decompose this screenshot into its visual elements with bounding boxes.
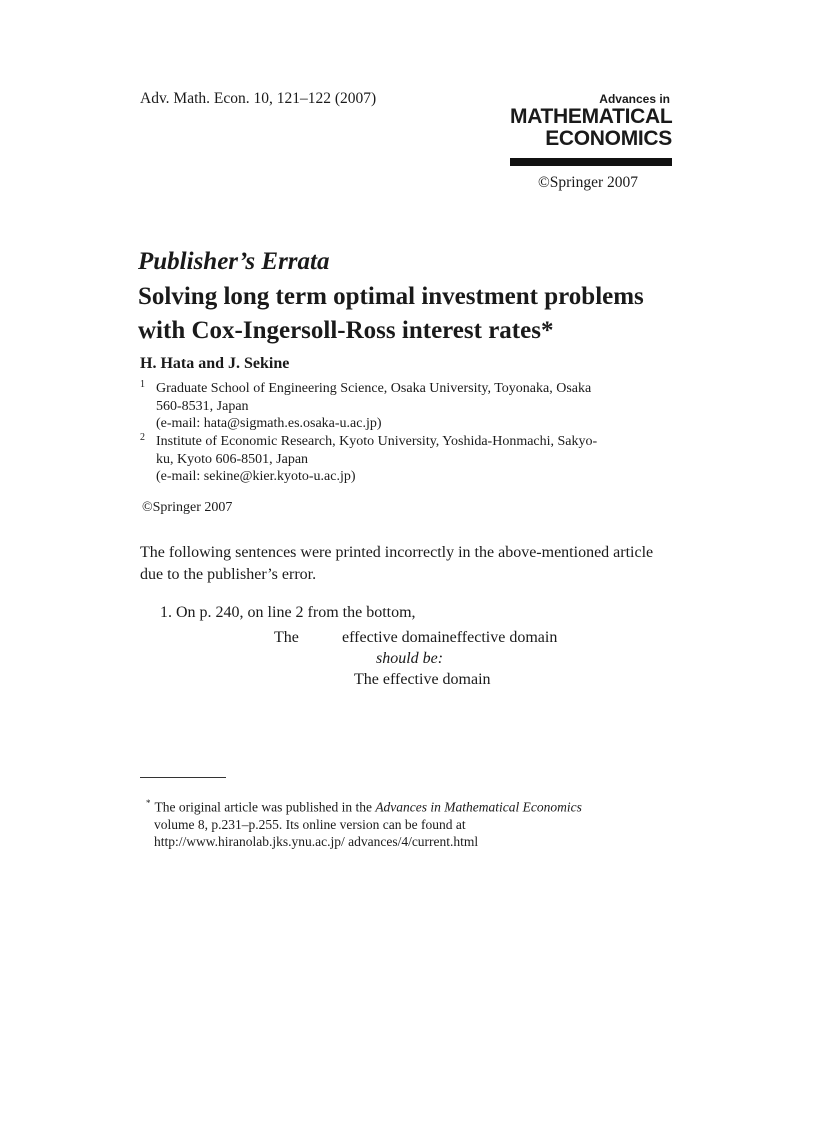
affiliation-email: (e-mail: hata@sigmath.es.osaka-u.ac.jp) bbox=[156, 416, 382, 431]
errata-item-1: 1. On p. 240, on line 2 from the bottom, bbox=[160, 604, 416, 621]
section-heading: Publisher’s Errata bbox=[138, 248, 330, 275]
footnote-text: The original article was published in the bbox=[154, 799, 376, 815]
affiliation-line: 560-8531, Japan bbox=[156, 398, 249, 414]
journal-logo-line1: MATHEMATICAL bbox=[510, 105, 673, 128]
affiliation-line: ku, Kyoto 606-8501, Japan bbox=[156, 451, 309, 467]
journal-citation: Adv. Math. Econ. 10, 121–122 (2007) bbox=[140, 90, 377, 107]
journal-copyright: ©Springer 2007 bbox=[538, 174, 639, 191]
paper-title-line2: with Cox-Ingersoll-Ross interest rates* bbox=[138, 317, 554, 344]
affiliation-email: (e-mail: sekine@kier.kyoto-u.ac.jp) bbox=[156, 469, 356, 484]
authors: H. Hata and J. Sekine bbox=[140, 355, 290, 372]
paper-title bbox=[138, 280, 644, 348]
affiliation-line: Institute of Economic Research, Kyoto University, Yoshida-Honmachi, Sakyo- bbox=[156, 434, 598, 449]
footnote-marker: * bbox=[146, 798, 151, 808]
should-be-label: should be: bbox=[376, 650, 444, 667]
footnote-url: http://www.hiranolab.jks.ynu.ac.jp/ advances/4/current.html bbox=[154, 833, 479, 849]
journal-logo-prefix: Advances in bbox=[599, 92, 670, 106]
copyright-notice: ©Springer 2007 bbox=[142, 500, 233, 515]
footnote-line2: volume 8, p.231–p.255. Its online version can be found at bbox=[154, 816, 466, 832]
paper-title-line1: Solving long term optimal investment problems bbox=[138, 283, 644, 310]
footnote bbox=[146, 795, 582, 850]
incorrect-text: effective domaineffective domain bbox=[342, 629, 558, 646]
affiliation-marker: 1 bbox=[140, 379, 145, 390]
affiliation-marker: 2 bbox=[140, 432, 145, 443]
footnote-line1 bbox=[146, 795, 582, 816]
journal-logo bbox=[510, 92, 672, 150]
corrected-text: The effective domain bbox=[354, 671, 491, 688]
journal-logo-line2: ECONOMICS bbox=[545, 127, 672, 150]
affiliation-2 bbox=[140, 433, 680, 486]
incorrect-text-the: The bbox=[274, 629, 299, 646]
footnote-journal: Advances in Mathematical Economics bbox=[375, 799, 582, 815]
affiliation-line: Graduate School of Engineering Science, Osaka University, Toyonaka, Osaka bbox=[156, 381, 592, 396]
footnote-rule bbox=[140, 777, 226, 778]
journal-logo-bar bbox=[510, 158, 672, 166]
affiliation-1 bbox=[140, 380, 680, 433]
errata-paragraph: The following sentences were printed incorrectly in the above-mentioned article due to the publisher’s error. bbox=[140, 544, 654, 583]
